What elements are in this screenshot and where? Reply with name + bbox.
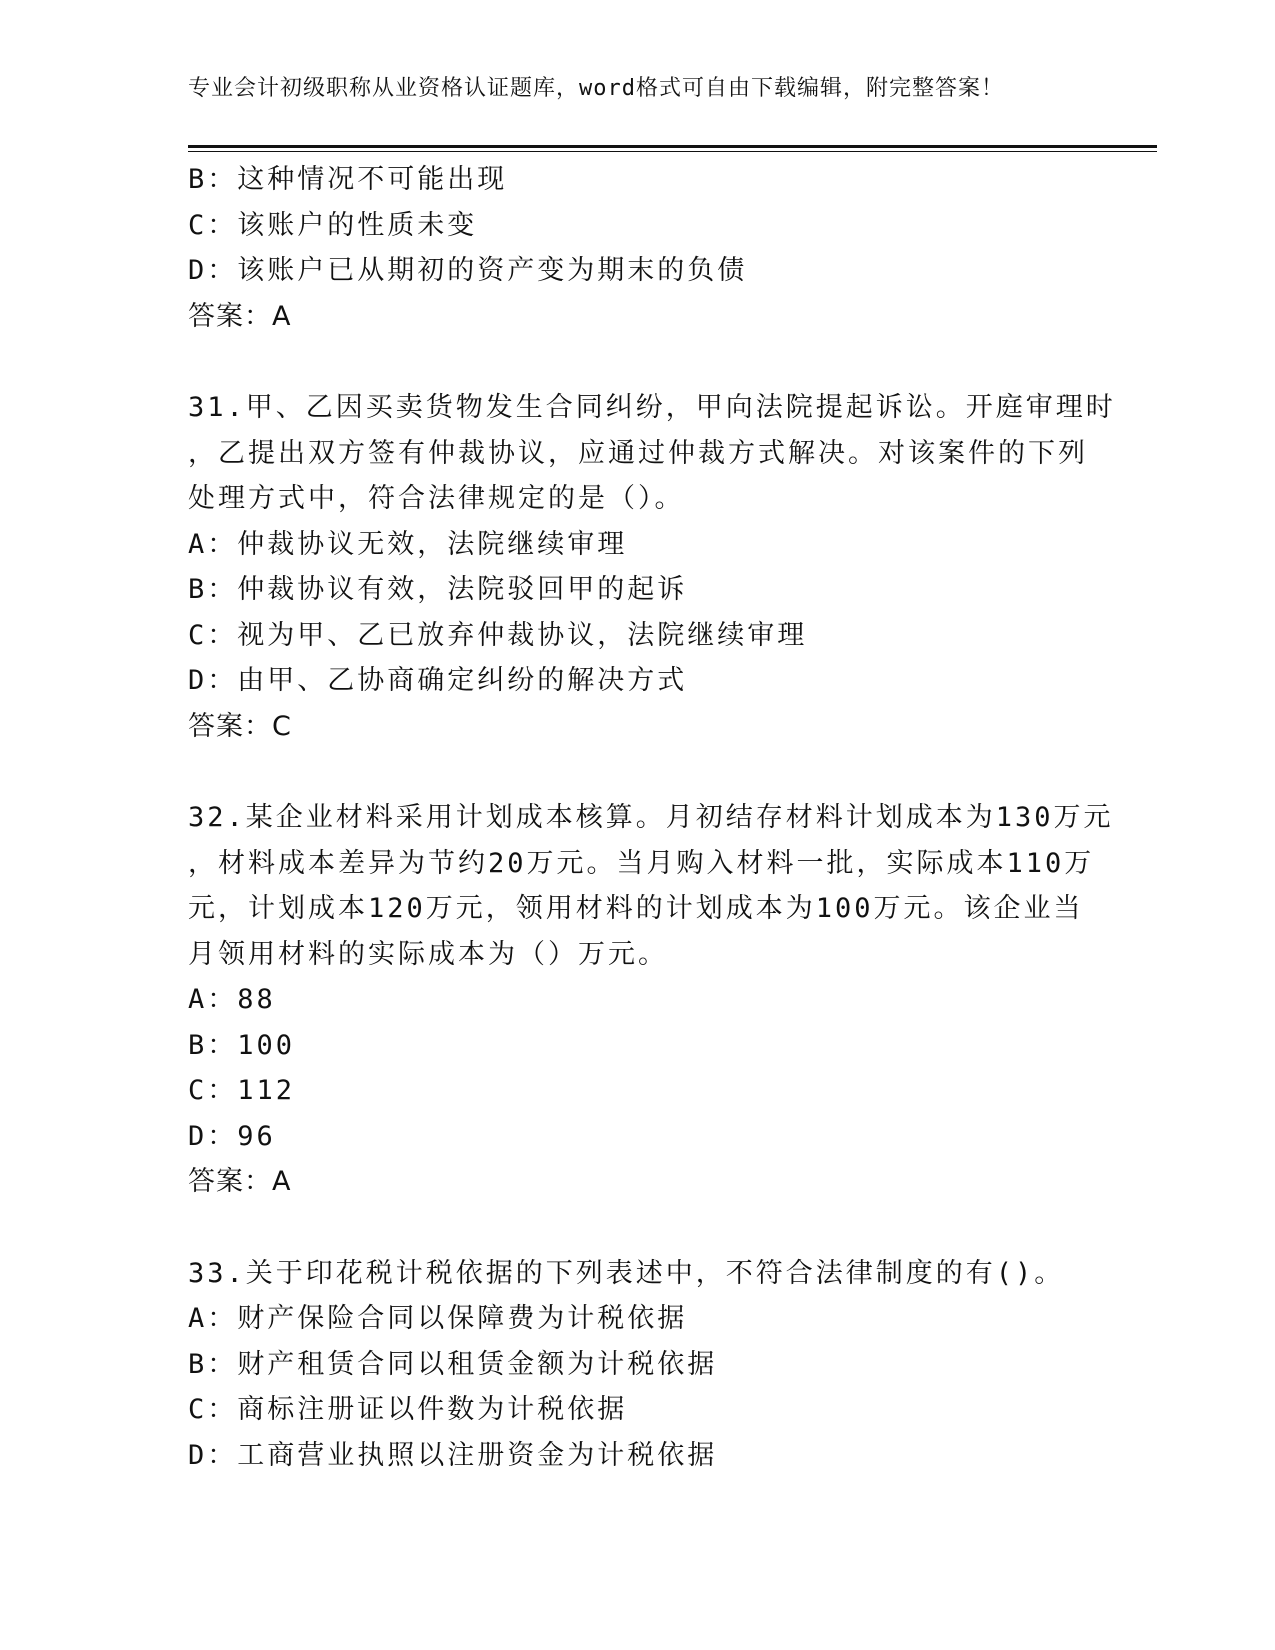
option-d: D：由甲、乙协商确定纠纷的解决方式 — [188, 665, 688, 696]
option-b: B：这种情况不可能出现 — [188, 164, 508, 195]
header-rule-thin — [188, 151, 1157, 152]
answer: 答案：A — [188, 300, 292, 332]
question-stem-line: 处理方式中，符合法律规定的是（）。 — [188, 483, 685, 514]
question-stem-line: 元，计划成本120万元，领用材料的计划成本为100万元。该企业当 — [188, 893, 1084, 924]
question-stem-line: 月领用材料的实际成本为（）万元。 — [188, 938, 668, 970]
option-c: C：112 — [188, 1075, 296, 1106]
question-stem-line: ，材料成本差异为节约20万元。当月购入材料一批，实际成本110万 — [188, 847, 1095, 879]
question-31 — [188, 385, 1116, 749]
question-stem-line: 33.关于印花税计税依据的下列表述中，不符合法律制度的有()。 — [188, 1257, 1065, 1289]
answer: 答案：A — [188, 1166, 292, 1197]
option-b: B：100 — [188, 1029, 296, 1061]
question-list — [188, 157, 1116, 1478]
option-b: B：仲裁协议有效，法院驳回甲的起诉 — [188, 574, 688, 605]
header-rule-thick — [188, 145, 1157, 148]
question-stem-line: 31.甲、乙因买卖货物发生合同纠纷，甲向法院提起诉讼。开庭审理时 — [188, 392, 1116, 423]
option-c: C：该账户的性质未变 — [188, 209, 478, 241]
option-a: A：88 — [188, 984, 276, 1015]
question-stem-line: 32.某企业材料采用计划成本核算。月初结存材料计划成本为130万元 — [188, 802, 1114, 833]
option-b: B：财产租赁合同以租赁金额为计税依据 — [188, 1348, 718, 1380]
page-header: 专业会计初级职称从业资格认证题库，word格式可自由下载编辑，附完整答案！ — [188, 76, 1004, 101]
option-c: C：视为甲、乙已放弃仲裁协议，法院继续审理 — [188, 619, 808, 651]
option-d: D：该账户已从期初的资产变为期末的负债 — [188, 255, 748, 286]
question-32 — [188, 795, 1114, 1205]
question-30-tail — [188, 157, 1088, 339]
question-33 — [188, 1251, 1088, 1479]
option-c: C：商标注册证以件数为计税依据 — [188, 1394, 628, 1425]
answer: 答案：C — [188, 710, 292, 742]
option-d: D：96 — [188, 1120, 276, 1152]
option-a: A：财产保险合同以保障费为计税依据 — [188, 1303, 688, 1334]
option-a: A：仲裁协议无效，法院继续审理 — [188, 528, 628, 560]
option-d: D：工商营业执照以注册资金为计税依据 — [188, 1439, 718, 1471]
question-stem-line: ，乙提出双方签有仲裁协议，应通过仲裁方式解决。对该案件的下列 — [188, 437, 1088, 469]
